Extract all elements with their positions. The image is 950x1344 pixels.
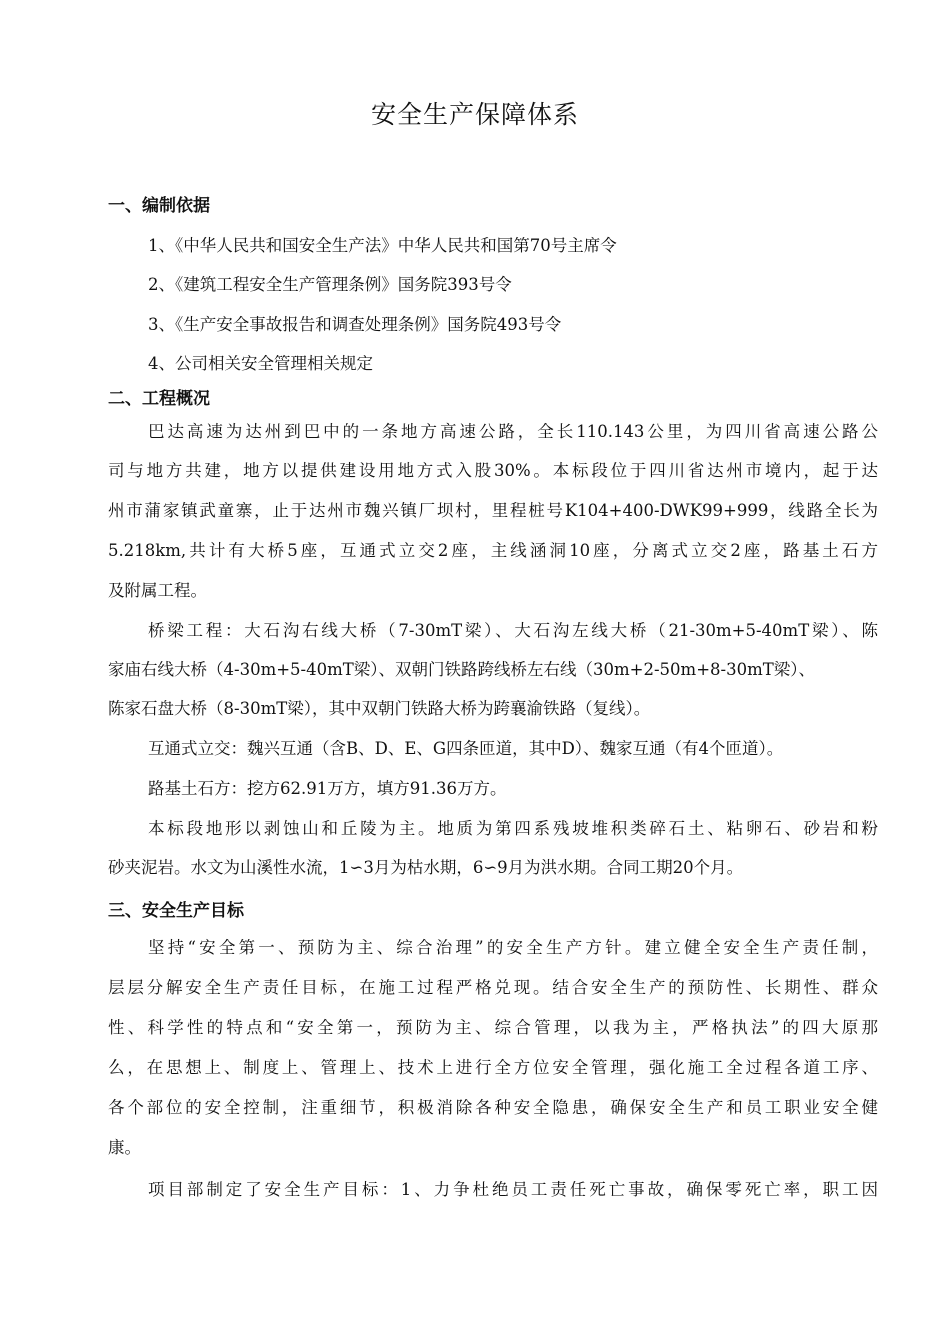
paragraph-line: 家庙右线大桥（4-30m+5-40mT梁）、双朝门铁路跨线桥左右线（30m+2-50m+8-30mT梁）、	[108, 660, 815, 679]
paragraph-line: 巴达高速为达州到巴中的一条地方高速公路，全长110.143公里，为四川省高速公路公	[148, 422, 878, 441]
paragraph-line: 项目部制定了安全生产目标：1、力争杜绝员工责任死亡事故，确保零死亡率，职工因	[148, 1180, 878, 1199]
paragraph-line: 陈家石盘大桥（8-30mT梁），其中双朝门铁路大桥为跨襄渝铁路（复线）。	[108, 699, 651, 718]
paragraph-line: 路基土石方：挖方62.91万方，填方91.36万方。	[148, 779, 507, 798]
paragraph-line: 层层分解安全生产责任目标，在施工过程严格兑现。结合安全生产的预防性、长期性、群众	[108, 978, 878, 997]
paragraph-line: 桥梁工程：大石沟右线大桥（7-30mT梁）、大石沟左线大桥（21-30m+5-40mT梁）、陈	[148, 621, 878, 640]
list-item: 3、《生产安全事故报告和调查处理条例》国务院493号令	[148, 315, 562, 334]
paragraph-line: 么，在思想上、制度上、管理上、技术上进行全方位安全管理，强化施工全过程各道工序、	[108, 1058, 878, 1077]
list-item: 2、《建筑工程安全生产管理条例》国务院393号令	[148, 275, 512, 294]
paragraph-line: 5.218km,共计有大桥5座，互通式立交2座，主线涵洞10座，分离式立交2座，路基土石方	[108, 541, 878, 560]
section-heading-basis: 一、编制依据	[108, 196, 210, 216]
paragraph-line: 及附属工程。	[108, 581, 207, 600]
paragraph-line: 性、科学性的特点和“安全第一，预防为主、综合管理，以我为主，严格执法”的四大原那	[108, 1018, 878, 1037]
paragraph-line: 州市蒲家镇武童寨，止于达州市魏兴镇厂坝村，里程桩号K104+400-DWK99+999，线路全长为	[108, 501, 878, 520]
paragraph-line: 司与地方共建，地方以提供建设用地方式入股30%。本标段位于四川省达州市境内，起于达	[108, 461, 878, 480]
paragraph-line: 各个部位的安全控制，注重细节，积极消除各种安全隐患，确保安全生产和员工职业安全健	[108, 1098, 878, 1117]
list-item: 4、公司相关安全管理相关规定	[148, 354, 373, 373]
section-heading-overview: 二、工程概况	[108, 389, 210, 409]
paragraph-line: 本标段地形以剥蚀山和丘陵为主。地质为第四系残坡堆积类碎石土、粘卵石、砂岩和粉	[148, 819, 878, 838]
paragraph-line: 互通式立交：魏兴互通（含B、D、E、G四条匝道，其中D）、魏家互通（有4个匝道）。	[148, 739, 784, 758]
paragraph-line: 康。	[108, 1138, 141, 1157]
paragraph-line: 砂夹泥岩。水文为山溪性水流，1∽3月为枯水期，6∽9月为洪水期。合同工期20个月。	[108, 858, 744, 877]
paragraph-line: 坚持“安全第一、预防为主、综合治理”的安全生产方针。建立健全安全生产责任制，	[148, 938, 878, 957]
list-item: 1、《中华人民共和国安全生产法》中华人民共和国第70号主席令	[148, 236, 617, 255]
document-title: 安全生产保障体系	[370, 100, 579, 129]
section-heading-goals: 三、安全生产目标	[108, 901, 244, 921]
